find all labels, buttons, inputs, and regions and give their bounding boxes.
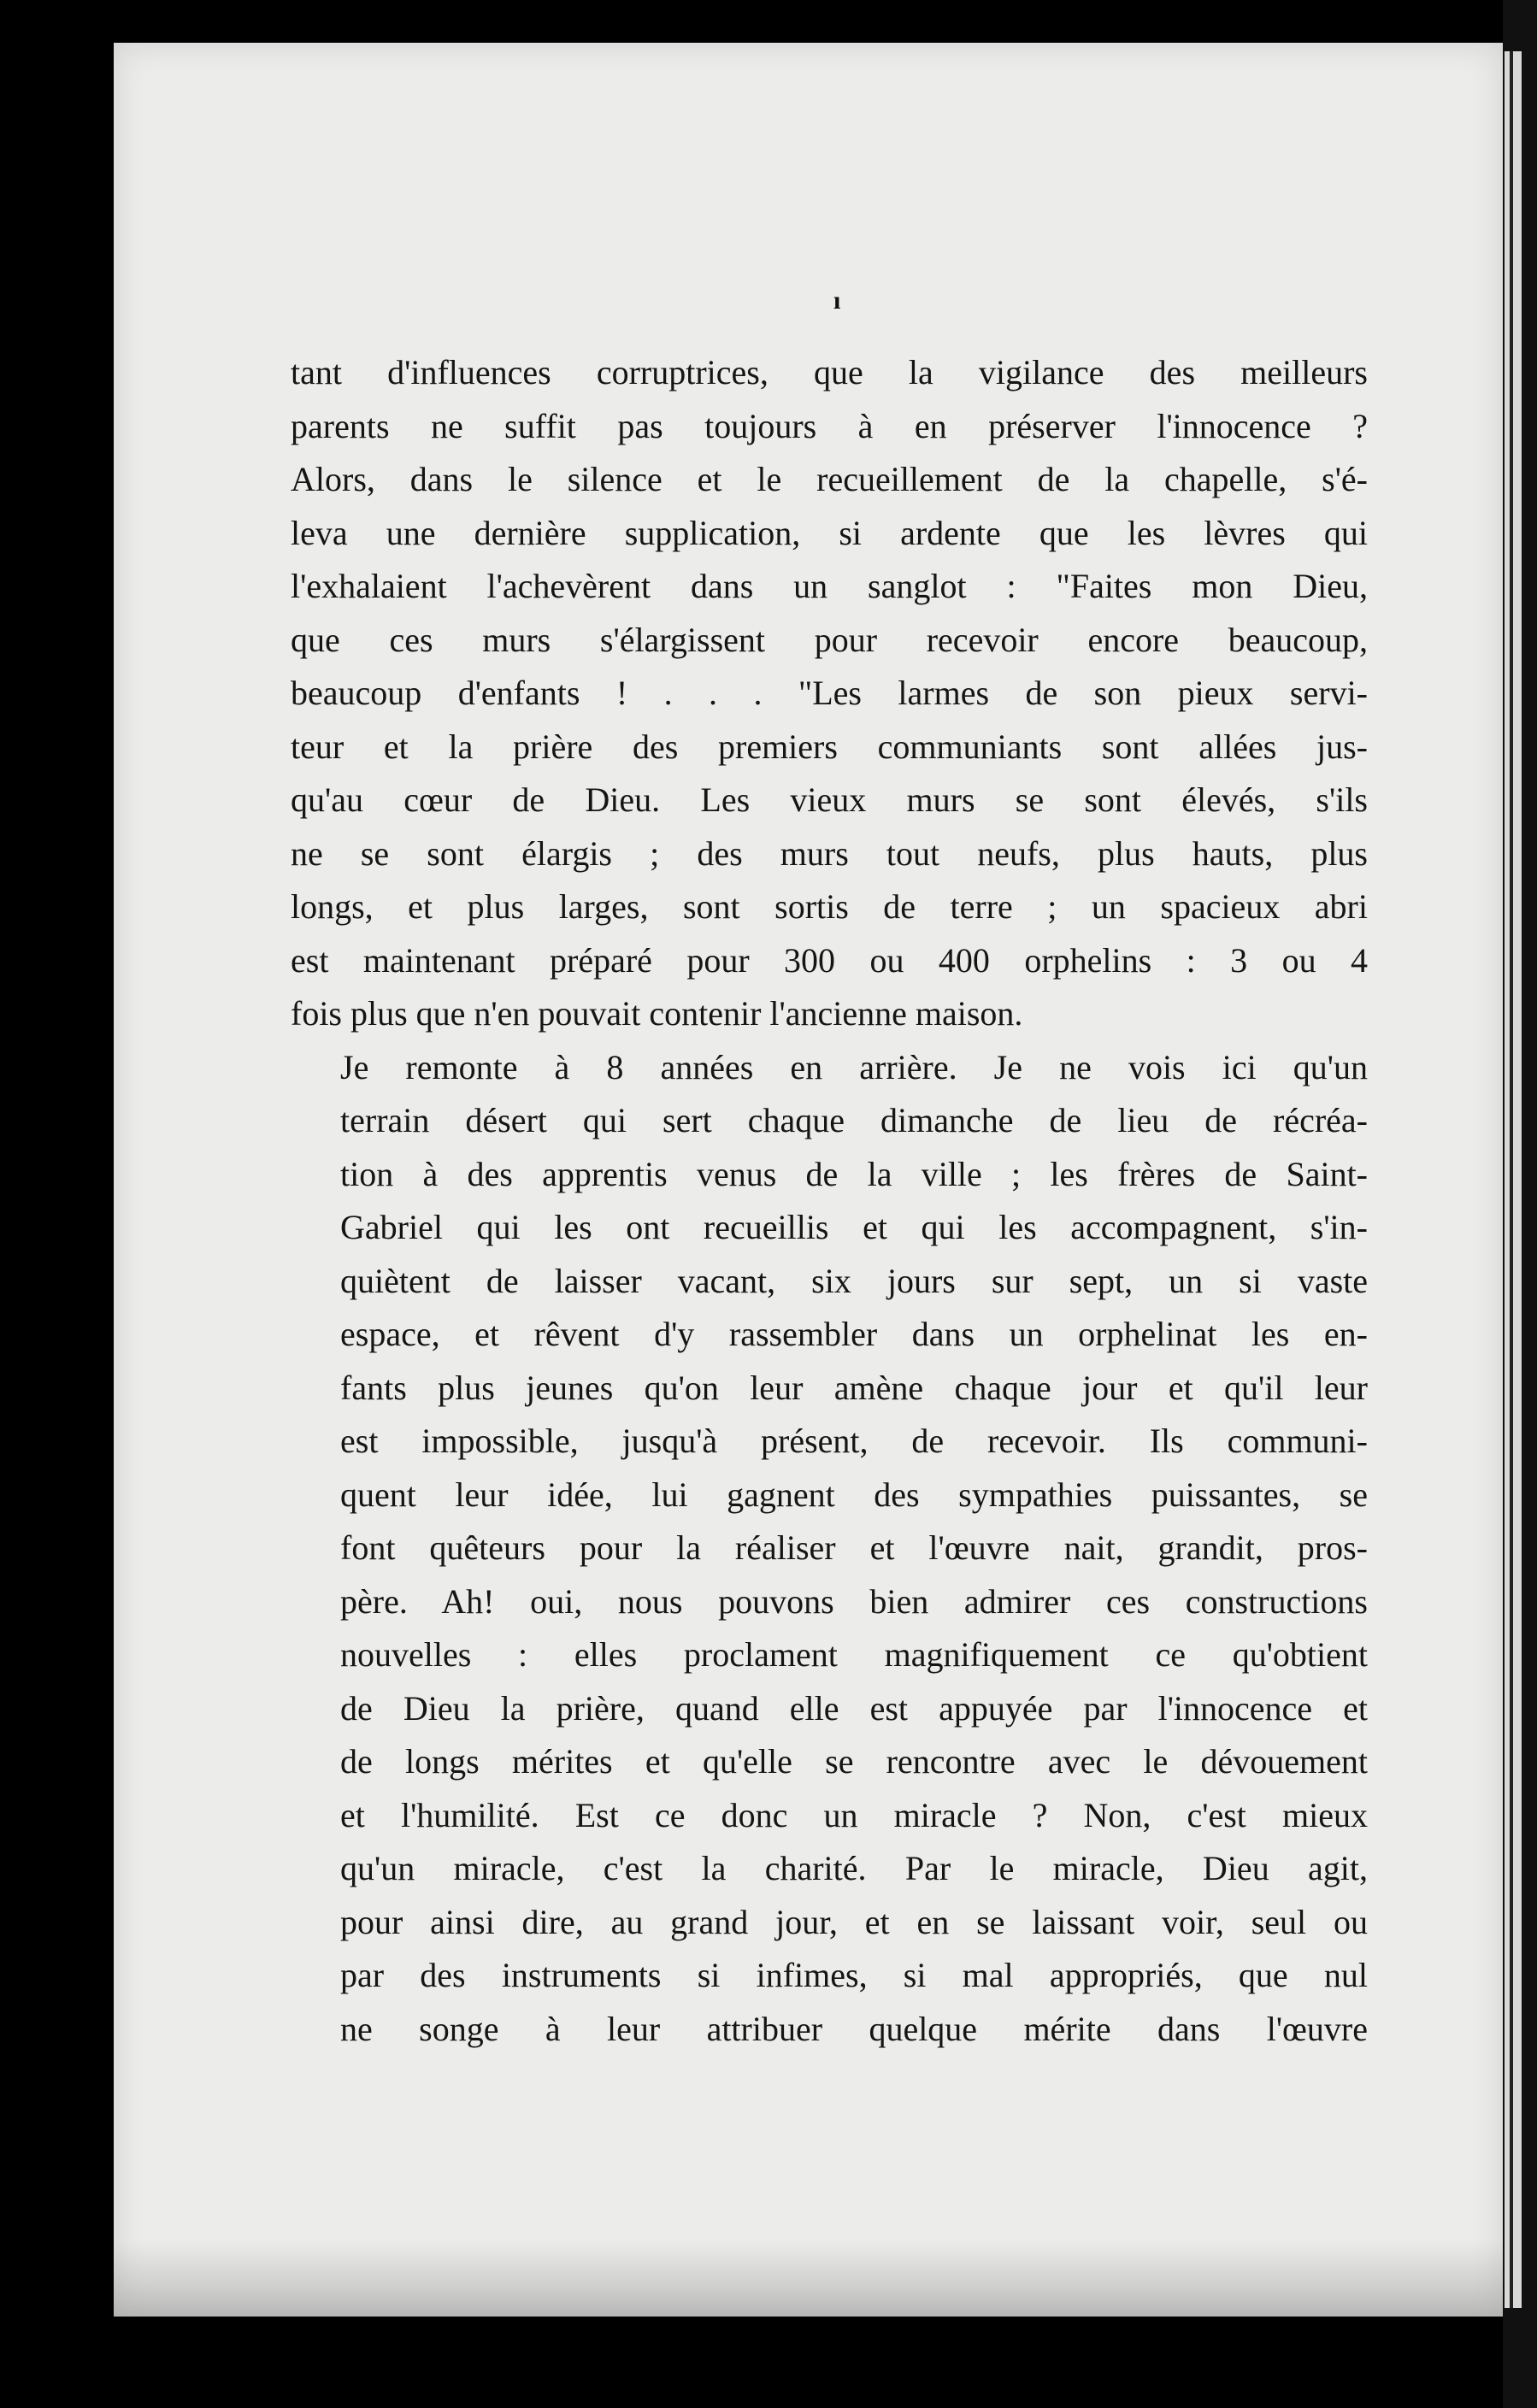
text-line: Je remonte à 8 années en arrière. Je ne vois ici qu'un	[340, 1047, 1368, 1086]
text-line: est impossible, jusqu'à présent, de recevoir. Ils communi-	[340, 1422, 1368, 1460]
text-line: ne se sont élargis ; des murs tout neufs, plus hauts, plus	[291, 833, 1368, 873]
text-line: de longs mérites et qu'elle se rencontre avec le dévouement	[340, 1742, 1368, 1781]
page-bottom-shadow	[114, 2240, 1503, 2317]
text-line: qu'un miracle, c'est la charité. Par le miracle, Dieu agit,	[340, 1849, 1368, 1887]
text-line: espace, et rêvent d'y rassembler dans un orphelinat les en-	[340, 1315, 1368, 1353]
text-line: et l'humilité. Est ce donc un miracle ? Non, c'est mieux	[340, 1795, 1368, 1834]
text-line: fois plus que n'en pouvait contenir l'ancienne maison.	[291, 994, 1023, 1033]
text-line: beaucoup d'enfants ! . . . "Les larmes de son pieux servi-	[291, 674, 1368, 712]
paragraph-2	[291, 1041, 1368, 2057]
text-line: leva une dernière supplication, si ardente que les lèvres qui	[291, 513, 1368, 552]
text-line: tion à des apprentis venus de la ville ; les frères de Saint-	[340, 1154, 1368, 1193]
text-line: Gabriel qui les ont recueillis et qui les accompagnent, s'in-	[340, 1208, 1368, 1246]
text-line: quent leur idée, lui gagnent des sympathies puissantes, se	[340, 1475, 1368, 1514]
text-line: est maintenant préparé pour 300 ou 400 orphelins : 3 ou 4	[291, 940, 1368, 980]
text-line: l'exhalaient l'achevèrent dans un sanglot : "Faites mon Dieu,	[291, 567, 1368, 605]
text-line: fants plus jeunes qu'on leur amène chaque jour et qu'il leur	[340, 1368, 1368, 1407]
text-line: qu'au cœur de Dieu. Les vieux murs se sont élevés, s'ils	[291, 780, 1368, 819]
gutter-line	[1510, 51, 1513, 2308]
text-line: père. Ah! oui, nous pouvons bien admirer ces constructions	[340, 1581, 1368, 1621]
text-line: ne songe à leur attribuer quelque mérite dans l'œuvre	[340, 2009, 1368, 2048]
text-line: Alors, dans le silence et le recueillement de la chapelle, s'é-	[291, 460, 1368, 498]
text-line: tant d'influences corruptrices, que la vigilance des meilleurs	[291, 353, 1368, 392]
text-line: teur et la prière des premiers communiants sont allées jus-	[291, 727, 1368, 766]
text-line: font quêteurs pour la réaliser et l'œuvre nait, grandit, pros-	[340, 1528, 1368, 1567]
paragraph-1	[291, 346, 1368, 1041]
body-text	[291, 346, 1368, 2056]
text-line: de Dieu la prière, quand elle est appuyée par l'innocence et	[340, 1688, 1368, 1728]
text-line: terrain désert qui sert chaque dimanche de lieu de récréa-	[340, 1101, 1368, 1139]
text-line: nouvelles : elles proclament magnifiquement ce qu'obtient	[340, 1635, 1368, 1674]
text-line: quiètent de laisser vacant, six jours sur sept, un si vaste	[340, 1261, 1368, 1300]
page-mark: ı	[833, 286, 841, 315]
text-line: par des instruments si infimes, si mal appropriés, que nul	[340, 1956, 1368, 1994]
text-line: parents ne suffit pas toujours à en préserver l'innocence ?	[291, 406, 1368, 445]
next-page-edge	[1505, 51, 1522, 2308]
text-line: que ces murs s'élargissent pour recevoir encore beaucoup,	[291, 620, 1368, 659]
text-line: pour ainsi dire, au grand jour, et en se laissant voir, seul ou	[340, 1902, 1368, 1941]
text-line: longs, et plus larges, sont sortis de terre ; un spacieux abri	[291, 887, 1368, 926]
